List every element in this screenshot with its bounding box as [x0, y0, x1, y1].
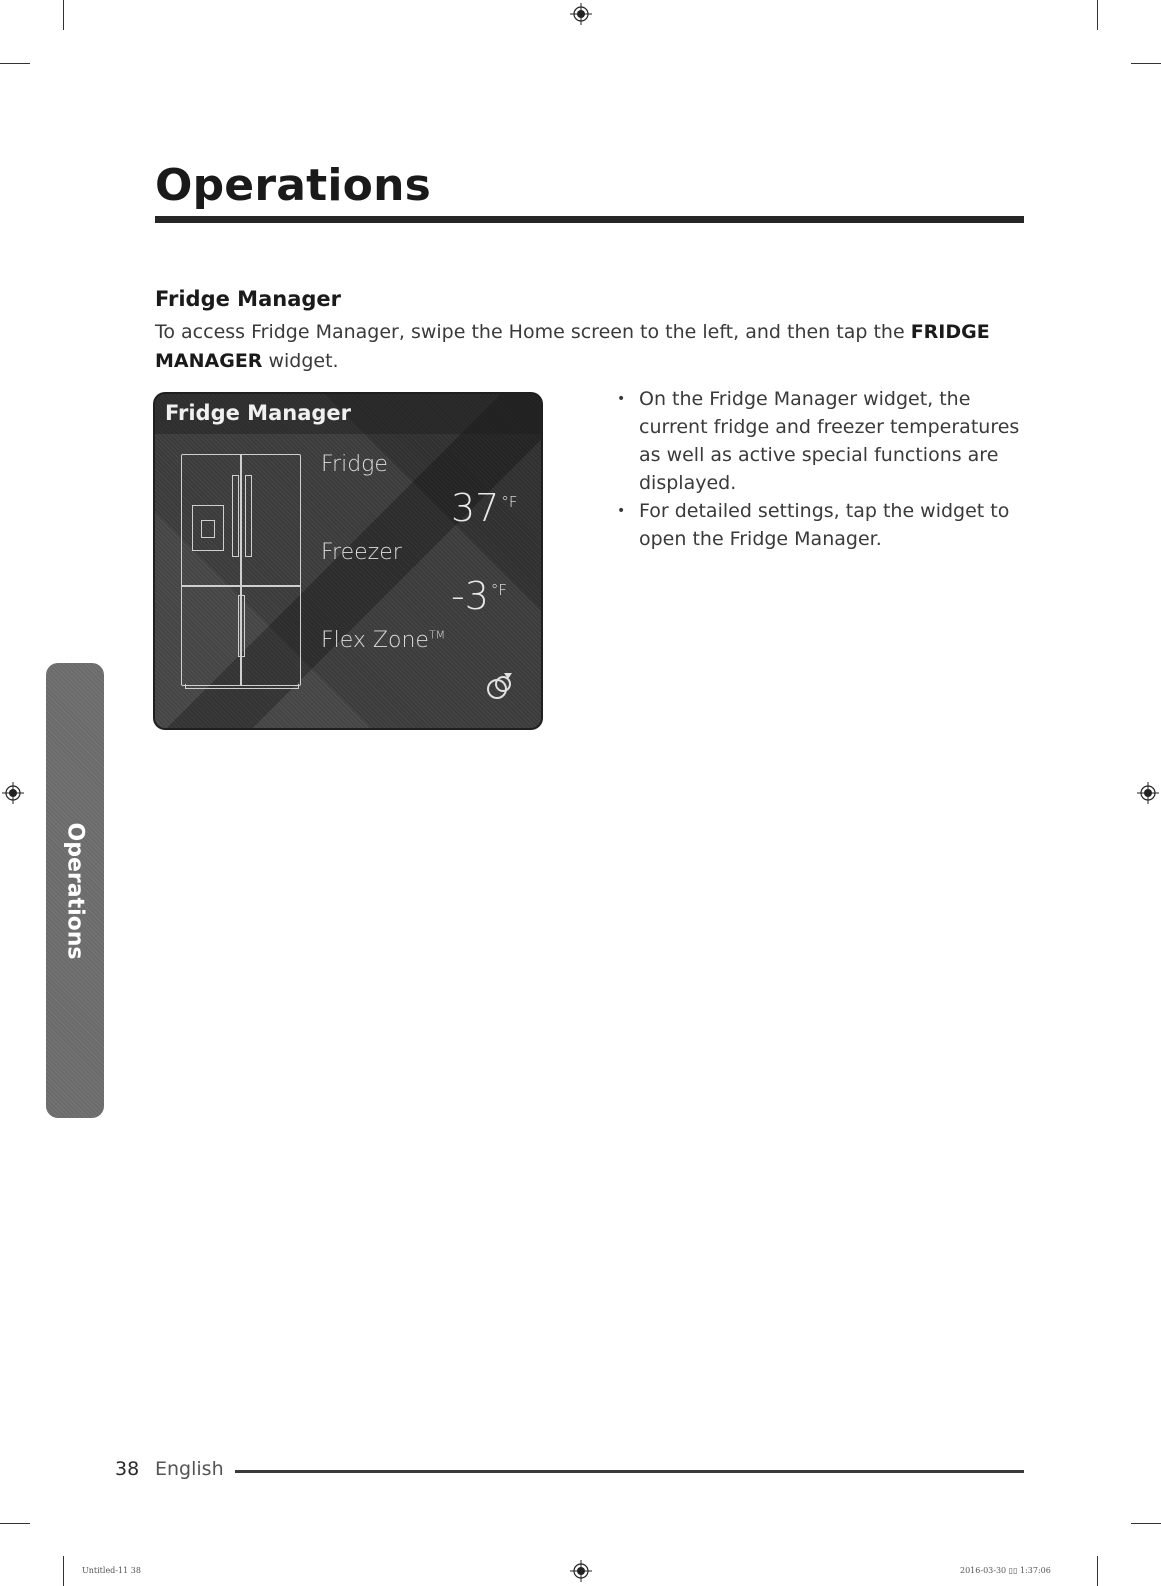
crop-mark — [63, 0, 64, 30]
registration-mark-icon — [570, 1560, 592, 1582]
fridge-illustration-icon — [181, 454, 301, 686]
intro-widget-name: FRIDGE MANAGER — [155, 321, 990, 372]
side-tab-label: Operations — [62, 822, 88, 959]
intro-text-end: widget. — [262, 350, 339, 372]
trademark-symbol: TM — [428, 628, 446, 642]
intro-paragraph — [155, 318, 1025, 376]
freezer-temperature-unit: °F — [490, 581, 508, 600]
crop-mark — [63, 1556, 64, 1586]
page-title: Operations — [155, 160, 431, 211]
zone-label-flex-zone — [321, 628, 445, 653]
registration-mark-icon — [1137, 782, 1159, 804]
fridge-temperature — [451, 486, 518, 530]
crop-mark — [1131, 63, 1161, 64]
crop-mark — [1131, 1523, 1161, 1524]
fridge-manager-widget[interactable] — [155, 394, 541, 728]
widget-title: Fridge Manager — [165, 401, 351, 425]
page-language: English — [155, 1458, 224, 1480]
print-slug-timestamp: 2016-03-30 ▯▯ 1:37:06 — [960, 1566, 1051, 1575]
crop-mark — [0, 63, 30, 64]
zone-label-fridge: Fridge — [321, 452, 388, 477]
special-function-icon — [482, 670, 516, 702]
freezer-temperature — [451, 574, 507, 618]
print-slug-file: Untitled-11 38 — [82, 1566, 141, 1575]
page-number: 38 — [115, 1458, 140, 1480]
crop-mark — [1097, 1556, 1098, 1586]
side-tab — [46, 663, 104, 1118]
list-item: • On the Fridge Manager widget, the current fridge and freezer temperatures as well as active special functions are displayed. — [617, 385, 1027, 497]
freezer-temperature-value: -3 — [451, 574, 489, 618]
bullet-list — [617, 385, 1027, 553]
crop-mark — [1097, 0, 1098, 30]
registration-mark-icon — [2, 782, 24, 804]
list-item: • For detailed settings, tap the widget to open the Fridge Manager. — [617, 497, 1027, 553]
footer-rule — [235, 1470, 1024, 1473]
intro-text: To access Fridge Manager, swipe the Home screen to the left, and then tap the — [155, 321, 911, 343]
section-heading: Fridge Manager — [155, 287, 341, 311]
fridge-temperature-value: 37 — [451, 486, 500, 530]
registration-mark-icon — [570, 3, 592, 25]
zone-label-freezer: Freezer — [321, 540, 402, 565]
title-rule — [155, 216, 1024, 223]
fridge-base — [185, 684, 299, 689]
fridge-temperature-unit: °F — [501, 493, 518, 512]
flex-zone-label: Flex Zone — [321, 628, 429, 653]
crop-mark — [0, 1523, 30, 1524]
